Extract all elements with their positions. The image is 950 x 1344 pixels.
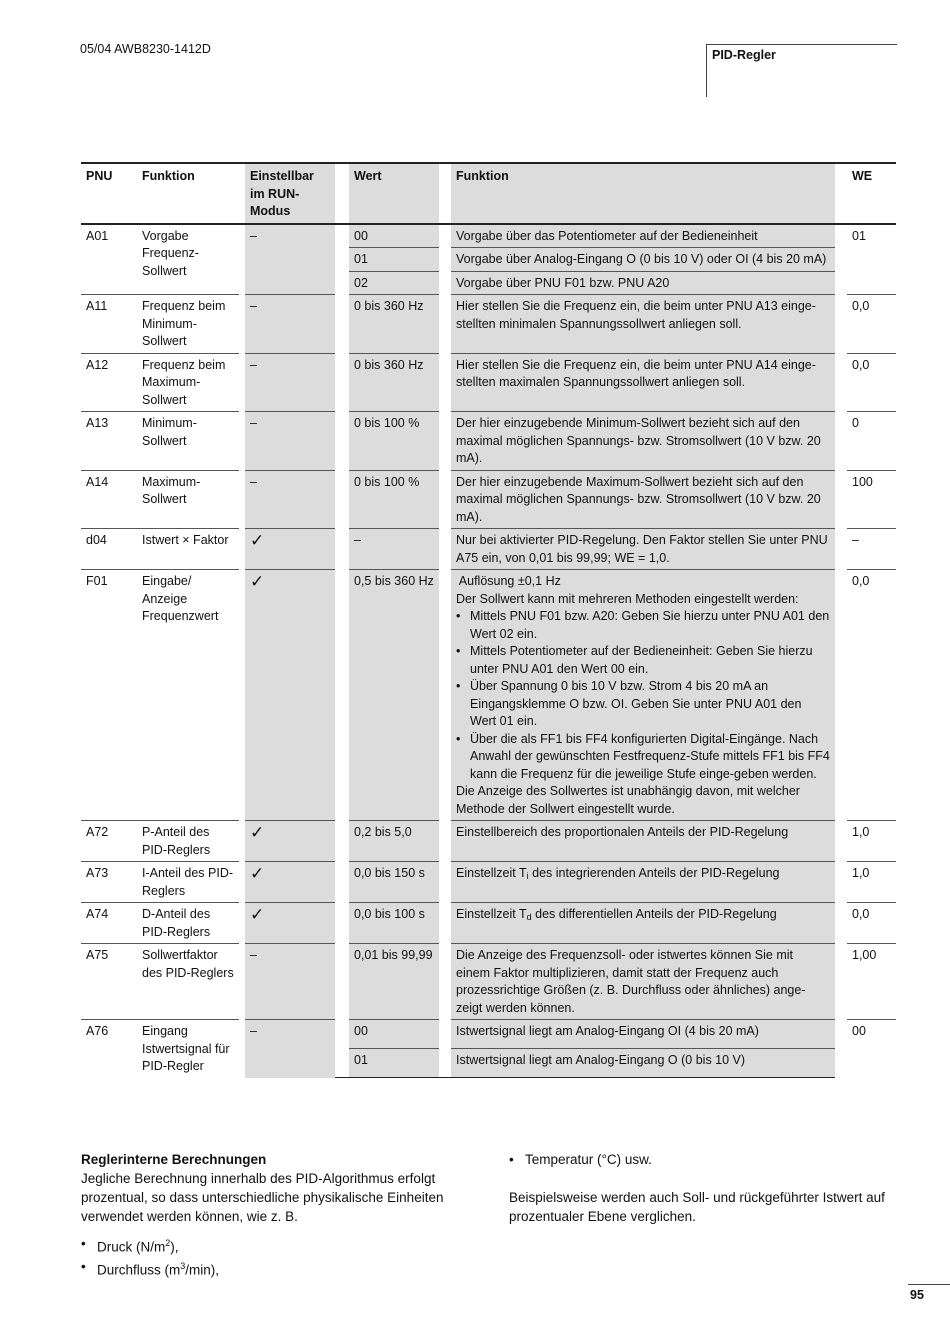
table-row	[81, 529, 896, 570]
function-name-cell: Frequenz beim Maximum-Sollwert	[137, 353, 239, 412]
run-mode-cell	[245, 529, 335, 570]
default-cell: 01	[847, 224, 896, 295]
description-cell: Vorgabe über PNU F01 bzw. PNU A20	[451, 271, 835, 295]
pnu-cell: A13	[81, 412, 137, 471]
description-cell: Vorgabe über das Potentiometer auf der Bedieneinheit	[451, 224, 835, 248]
run-mode-cell: –	[245, 353, 335, 412]
table-row	[81, 570, 896, 821]
description-cell: Hier stellen Sie die Frequenz ein, die beim unter PNU A14 einge-stellten maximalen Spannungssollwert anliegen soll.	[451, 353, 835, 412]
run-mode-cell: –	[245, 295, 335, 354]
pnu-cell: A74	[81, 903, 137, 944]
methods-intro: Der Sollwert kann mit mehreren Methoden eingestellt werden:	[456, 591, 799, 606]
section-heading: Reglerinterne Berechnungen	[81, 1152, 267, 1167]
value-cell: 0 bis 100 %	[349, 412, 439, 471]
function-name-cell: Frequenz beim Minimum-Sollwert	[137, 295, 239, 354]
section-header-box	[706, 44, 897, 97]
checkmark-icon: ✓	[250, 531, 265, 550]
run-mode-cell	[245, 821, 335, 862]
default-cell: 00	[847, 1020, 896, 1078]
table-row	[81, 224, 896, 248]
value-cell: 02	[349, 271, 439, 295]
value-cell: 01	[349, 1049, 439, 1078]
document-id: 05/04 AWB8230-1412D	[80, 42, 211, 56]
table-row	[81, 412, 896, 471]
description-cell: Vorgabe über Analog-Eingang O (0 bis 10 V) oder OI (4 bis 20 mA)	[451, 248, 835, 272]
value-cell: 00	[349, 224, 439, 248]
description-cell: Der hier einzugebende Maximum-Sollwert bezieht sich auf den maximal möglichen Spannungs- bzw. Stromsollwert (10 V bzw. 20 mA).	[451, 470, 835, 529]
description-cell: Istwertsignal liegt am Analog-Eingang O (0 bis 10 V)	[451, 1049, 835, 1078]
value-cell: 0,2 bis 5,0	[349, 821, 439, 862]
internal-calculations-section	[81, 1150, 451, 1279]
list-item: • Mittels PNU F01 bzw. A20: Geben Sie hierzu unter PNU A01 den Wert 02 ein.	[470, 608, 830, 643]
pnu-cell: A73	[81, 862, 137, 903]
list-item: • Temperatur (°C) usw.	[525, 1150, 899, 1169]
table-row	[81, 821, 896, 862]
description-cell: Einstellzeit $T_i$ des integrierenden Anteils der PID-Regelung	[451, 862, 835, 903]
pnu-cell: F01	[81, 570, 137, 821]
header-pnu: PNU	[81, 163, 137, 224]
function-name-cell: P-Anteil des PID-Reglers	[137, 821, 239, 862]
table-row	[81, 353, 896, 412]
run-mode-cell: –	[245, 1020, 335, 1078]
value-cell: 0 bis 100 %	[349, 470, 439, 529]
header-we: WE	[847, 163, 896, 224]
pnu-cell: A75	[81, 944, 137, 1020]
comparison-paragraph: Beispielsweise werden auch Soll- und rückgeführter Istwert auf prozentualer Ebene verglichen.	[509, 1190, 885, 1224]
value-cell: 0,5 bis 360 Hz	[349, 570, 439, 821]
table-row	[81, 862, 896, 903]
methods-list	[456, 608, 830, 783]
function-name-cell: Eingabe/ Anzeige Frequenzwert	[137, 570, 239, 821]
units-list-continued	[509, 1150, 899, 1169]
pnu-cell: A14	[81, 470, 137, 529]
function-name-cell: Vorgabe Frequenz-Sollwert	[137, 224, 239, 295]
description-cell: Nur bei aktivierter PID-Regelung. Den Faktor stellen Sie unter PNU A75 ein, von 0,01 bis 99,99; WE = 1,0.	[451, 529, 835, 570]
page-number: 95	[910, 1288, 924, 1302]
default-cell: –	[847, 529, 896, 570]
function-name-cell: Maximum-Sollwert	[137, 470, 239, 529]
function-name-cell: Minimum-Sollwert	[137, 412, 239, 471]
table-row	[81, 944, 896, 1020]
header-einstellbar: Einstellbar im RUN-Modus	[245, 163, 335, 224]
list-item: • Mittels Potentiometer auf der Bedieneinheit: Geben Sie hierzu unter PNU A01 den Wert 00 ein.	[470, 643, 830, 678]
pnu-cell: A76	[81, 1020, 137, 1078]
function-name-cell: Istwert × Faktor	[137, 529, 239, 570]
parameter-table	[81, 162, 896, 1078]
pnu-cell: A12	[81, 353, 137, 412]
table-row	[81, 1020, 896, 1049]
footer-rule	[908, 1284, 950, 1285]
units-list	[81, 1234, 451, 1279]
pnu-cell: A01	[81, 224, 137, 295]
description-cell: Die Anzeige des Frequenzsoll- oder istwertes können Sie mit einem Faktor multiplizieren, damit statt der Frequenz auch prozessrichtige Größen (z. B. Durchfluss oder ähnliches) ange-zeigt werden können.	[451, 944, 835, 1020]
checkmark-icon: ✓	[250, 572, 265, 591]
section-title: PID-Regler	[712, 48, 776, 62]
list-item: • Druck $(N/m^2)$,	[97, 1234, 451, 1257]
default-cell: 0	[847, 412, 896, 471]
pnu-cell: d04	[81, 529, 137, 570]
description-cell: Der hier einzugebende Minimum-Sollwert bezieht sich auf den maximal möglichen Spannungs- bzw. Stromsollwert (10 V bzw. 20 mA).	[451, 412, 835, 471]
list-item: • Über Spannung 0 bis 10 V bzw. Strom 4 bis 20 mA an Eingangsklemme O bzw. OI. Geben Sie unter PNU A01 den Wert 01 ein.	[470, 678, 830, 731]
run-mode-cell	[245, 862, 335, 903]
pnu-cell: A11	[81, 295, 137, 354]
description-cell: Einstellzeit $T_d$ des differentiellen Anteils der PID-Regelung	[451, 903, 835, 944]
right-column	[509, 1150, 899, 1226]
table-row	[81, 470, 896, 529]
description-cell: Hier stellen Sie die Frequenz ein, die beim unter PNU A13 einge-stellten minimalen Spannungssollwert anliegen soll.	[451, 295, 835, 354]
pnu-cell: A72	[81, 821, 137, 862]
checkmark-icon: ✓	[250, 823, 265, 842]
table-row	[81, 903, 896, 944]
table-row	[81, 295, 896, 354]
default-cell: 0,0	[847, 353, 896, 412]
list-item: • Über die als FF1 bis FF4 konfigurierten Digital-Eingänge. Nach Anwahl der gewünschten Festfrequenz-Stufe mittels FF1 bis FF4 kann die Frequenz für die jeweilige Stufe einge-geben werden.	[470, 731, 830, 784]
function-name-cell: I-Anteil des PID-Reglers	[137, 862, 239, 903]
function-name-cell: D-Anteil des PID-Reglers	[137, 903, 239, 944]
run-mode-cell: –	[245, 944, 335, 1020]
table-header-row	[81, 163, 896, 224]
list-item: • Durchfluss $(m^3/\min)$,	[97, 1257, 451, 1280]
value-cell: 01	[349, 248, 439, 272]
description-cell: Einstellbereich des proportionalen Anteils der PID-Regelung	[451, 821, 835, 862]
header-funktion: Funktion	[137, 163, 239, 224]
run-mode-cell: –	[245, 470, 335, 529]
value-cell: 0 bis 360 Hz	[349, 353, 439, 412]
value-cell: 0,01 bis 99,99	[349, 944, 439, 1020]
run-mode-cell	[245, 903, 335, 944]
value-cell: 0 bis 360 Hz	[349, 295, 439, 354]
default-cell: 0,0	[847, 570, 896, 821]
description-cell	[451, 570, 835, 821]
resolution-line: Auflösung ±0,1 Hz	[456, 574, 561, 588]
run-mode-cell: –	[245, 412, 335, 471]
default-cell: 100	[847, 470, 896, 529]
value-cell: –	[349, 529, 439, 570]
methods-closing: Die Anzeige des Sollwertes ist unabhängig davon, mit welcher Methode der Sollwert eingestellt wurde.	[456, 784, 800, 816]
section-paragraph: Jegliche Berechnung innerhalb des PID-Algorithmus erfolgt prozentual, so dass unterschiedliche physikalische Einheiten verwendet werden können, wie z. B.	[81, 1171, 444, 1224]
header-funktion-desc: Funktion	[451, 163, 835, 224]
default-cell: 1,0	[847, 821, 896, 862]
header-wert: Wert	[349, 163, 439, 224]
description-cell: Istwertsignal liegt am Analog-Eingang OI (4 bis 20 mA)	[451, 1020, 835, 1049]
value-cell: 0,0 bis 100 s	[349, 903, 439, 944]
function-name-cell: Sollwertfaktor des PID-Reglers	[137, 944, 239, 1020]
default-cell: 0,0	[847, 903, 896, 944]
value-cell: 0,0 bis 150 s	[349, 862, 439, 903]
default-cell: 0,0	[847, 295, 896, 354]
checkmark-icon: ✓	[250, 864, 265, 883]
function-name-cell: Eingang Istwertsignal für PID-Regler	[137, 1020, 239, 1078]
run-mode-cell	[245, 570, 335, 821]
run-mode-cell: –	[245, 224, 335, 295]
checkmark-icon: ✓	[250, 905, 265, 924]
default-cell: 1,00	[847, 944, 896, 1020]
value-cell: 00	[349, 1020, 439, 1049]
default-cell: 1,0	[847, 862, 896, 903]
